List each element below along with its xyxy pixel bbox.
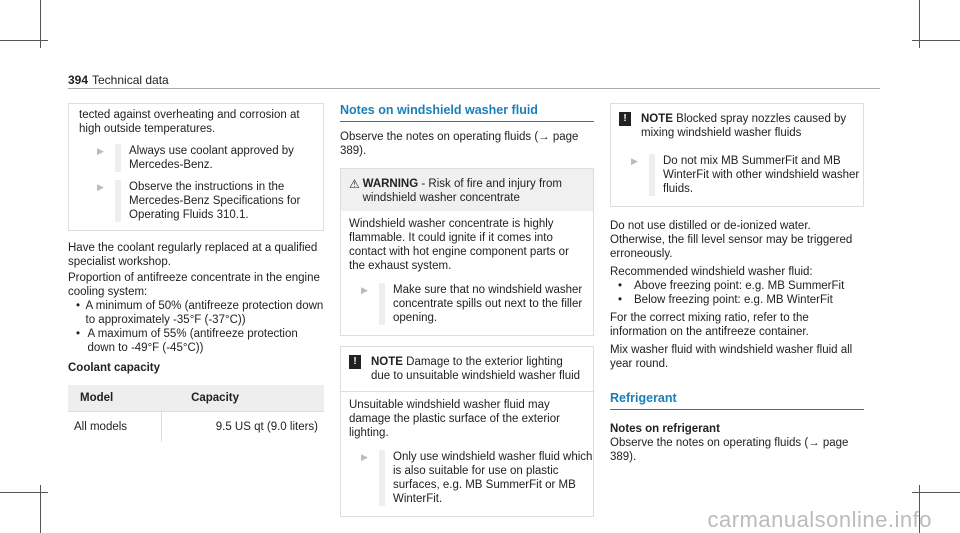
warning-header bbox=[341, 169, 593, 211]
exclamation-icon: ! bbox=[349, 355, 361, 369]
play-arrow-icon: ▶ bbox=[361, 452, 368, 462]
table-row bbox=[68, 412, 324, 443]
step-item bbox=[341, 283, 593, 325]
paragraph: Mix washer fluid with windshield washer fluid all year round. bbox=[610, 344, 853, 370]
bullet-item: • A minimum of 50% (antifreeze protection down to approximately -35°F (-37°C)) bbox=[76, 300, 324, 326]
table-header: Capacity bbox=[161, 385, 324, 412]
play-arrow-icon: ▶ bbox=[631, 156, 638, 166]
sub-heading: Notes on refrigerant bbox=[610, 423, 720, 435]
section-heading: Refrigerant bbox=[610, 391, 864, 410]
step-item bbox=[77, 144, 315, 172]
exclamation-icon: ! bbox=[619, 112, 631, 126]
note-label: NOTE bbox=[641, 113, 673, 125]
note-box bbox=[340, 346, 594, 517]
note-title: Damage to the exterior lighting due to unsuitable windshield washer fluid bbox=[371, 356, 581, 382]
step-text: Do not mix MB SummerFit and MB WinterFit with other windshield washer fluids. bbox=[649, 154, 863, 196]
bullet-item: • Above freezing point: e.g. MB SummerFit bbox=[618, 280, 845, 292]
warning-label: WARNING bbox=[362, 178, 419, 190]
step-item bbox=[611, 154, 863, 196]
play-arrow-icon: ▶ bbox=[97, 182, 104, 192]
step-item bbox=[77, 180, 315, 222]
step-text: Only use windshield washer fluid which is also suitable for use on plastic surfaces, e.g. MB SummerFit or MB WinterFit. bbox=[379, 450, 593, 506]
header-divider bbox=[68, 88, 880, 89]
crop-mark bbox=[0, 492, 48, 493]
bullet-text: A minimum of 50% (antifreeze protection down to approximately -35°F (-37°C)) bbox=[85, 300, 324, 326]
column-right bbox=[610, 103, 864, 464]
column-left bbox=[68, 103, 324, 442]
bullet-text: Above freezing point: e.g. MB SummerFit bbox=[634, 280, 845, 292]
warning-title: - Risk of fire and injury from windshield washer concentrate bbox=[362, 178, 562, 204]
paragraph: Observe the notes on operating fluids (→ page 389). bbox=[610, 437, 849, 463]
bullet-text: Below freezing point: e.g. MB WinterFit bbox=[634, 294, 833, 306]
watermark: carmanualsonline.info bbox=[707, 507, 932, 532]
table-cell: 9.5 US qt (9.0 liters) bbox=[161, 412, 324, 443]
paragraph: For the correct mixing ratio, refer to the information on the antifreeze container. bbox=[610, 312, 809, 338]
step-item bbox=[341, 450, 593, 506]
crop-mark bbox=[912, 492, 960, 493]
paragraph: Have the coolant regularly replaced at a qualified specialist workshop. bbox=[68, 242, 318, 268]
note-body: Unsuitable windshield washer fluid may damage the plastic surface of the exterior lighting. bbox=[349, 399, 560, 439]
step-text: Always use coolant approved by Mercedes-Benz. bbox=[115, 144, 315, 172]
page-title: Technical data bbox=[92, 73, 169, 87]
note-label: NOTE bbox=[371, 356, 403, 368]
note-title: Blocked spray nozzles caused by mixing windshield washer fluids bbox=[641, 113, 847, 139]
paragraph: Observe the notes on operating fluids (→ page 389). bbox=[340, 131, 579, 157]
paragraph: Recommended windshield washer fluid: bbox=[610, 266, 813, 278]
paragraph: Proportion of antifreeze concentrate in the engine cooling system: bbox=[68, 272, 320, 298]
note-header bbox=[341, 347, 593, 392]
section-heading: Coolant capacity bbox=[68, 362, 161, 374]
warning-triangle-icon: ⚠ bbox=[349, 177, 360, 191]
bullet-text: A maximum of 55% (antifreeze protection down to -49°F (-45°C)) bbox=[87, 328, 298, 354]
step-text: Observe the instructions in the Mercedes-Benz Specifications for Operating Fluids 310.1. bbox=[115, 180, 315, 222]
page-number: 394 bbox=[68, 73, 89, 87]
note-box bbox=[610, 103, 864, 207]
warning-body: Windshield washer concentrate is highly flammable. It could ignite if it comes into contact with hot engine component parts or the exhaust system. bbox=[349, 218, 569, 272]
warning-box bbox=[340, 168, 594, 336]
bullet-item: • Below freezing point: e.g. MB WinterFit bbox=[618, 294, 833, 306]
crop-mark bbox=[0, 40, 48, 41]
capacity-table bbox=[68, 385, 324, 442]
bullet-item: • A maximum of 55% (antifreeze protection down to -49°F (-45°C)) bbox=[68, 327, 324, 355]
step-text: Make sure that no windshield washer concentrate spills out next to the filler opening. bbox=[379, 283, 593, 325]
paragraph: Do not use distilled or de-ionized water. Otherwise, the fill level sensor may be triggered erroneously. bbox=[610, 220, 853, 260]
section-heading: Notes on windshield washer fluid bbox=[340, 103, 594, 122]
table-header: Model bbox=[68, 385, 161, 412]
play-arrow-icon: ▶ bbox=[361, 285, 368, 295]
column-middle bbox=[340, 103, 594, 517]
play-arrow-icon: ▶ bbox=[97, 146, 104, 156]
coolant-info-box bbox=[68, 103, 324, 231]
note-header bbox=[611, 104, 863, 148]
table-cell: All models bbox=[68, 412, 161, 443]
box-intro: tected against overheating and corrosion at high outside temperatures. bbox=[79, 109, 300, 135]
crop-mark bbox=[912, 40, 960, 41]
